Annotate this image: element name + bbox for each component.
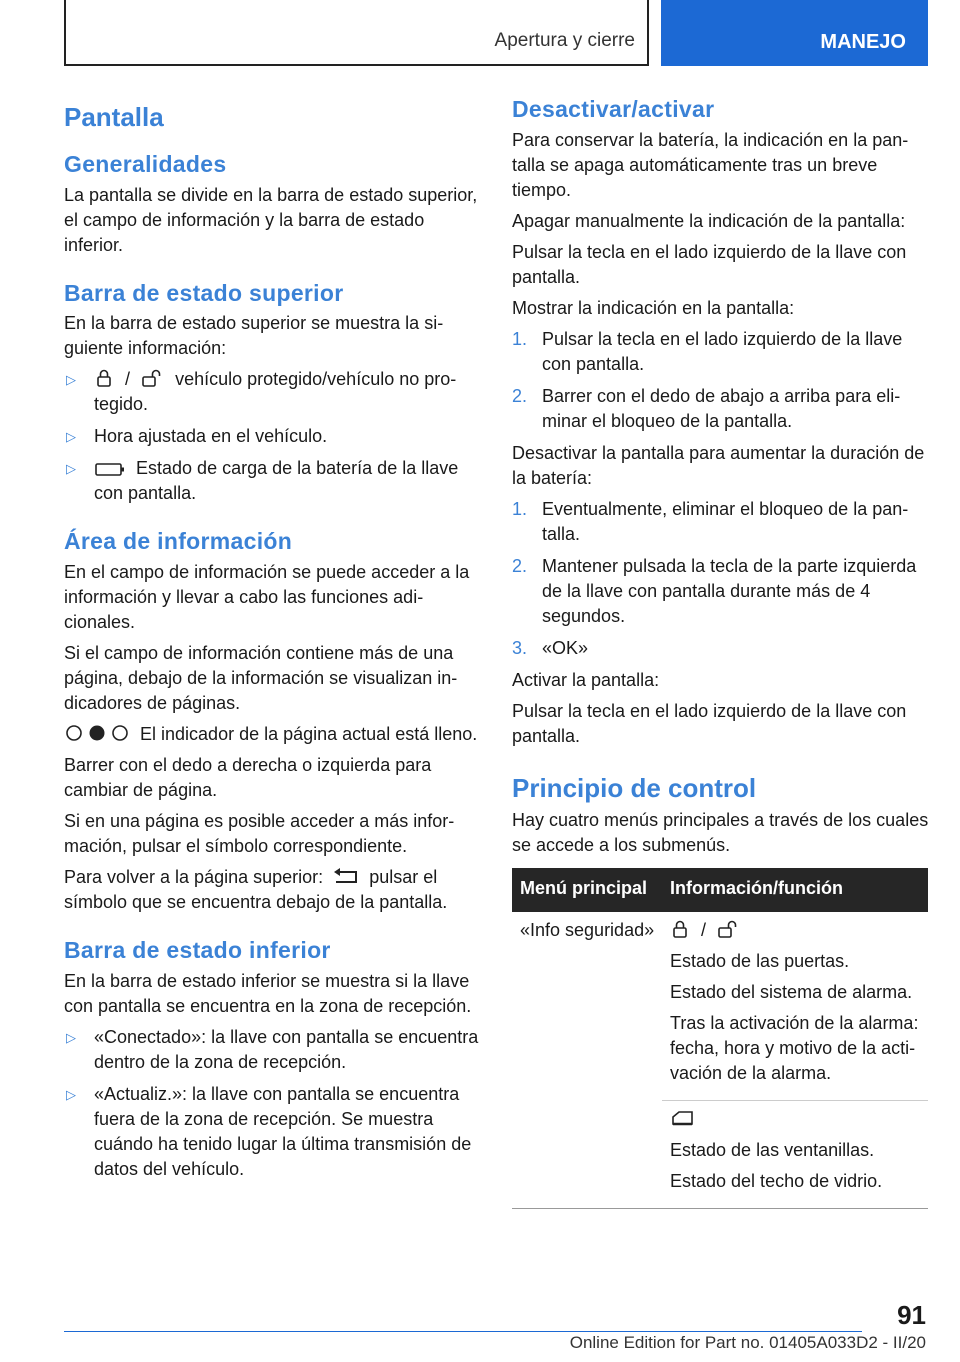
section-title: Apertura y cierre	[494, 30, 635, 51]
paragraph: Si en una página es posible acceder a más información, pulsar el símbolo correspondiente.	[64, 810, 455, 856]
paragraph: Mostrar la indicación en la pantalla:	[512, 297, 795, 318]
icon-separator: /	[701, 919, 707, 940]
page-header	[64, 0, 928, 66]
table-cell-info: / Estado de las puertas. Estado del sistema de alarma. Tras la activación de la alarma: fecha, hora y motivo de la activación de la alarma.	[670, 919, 919, 1083]
numbered-list	[512, 327, 930, 434]
footer-edition: Online Edition for Part no. 01405A033D2 - II/20	[569, 1333, 926, 1352]
table-cell-info: Estado de las ventanillas. Estado del techo de vidrio.	[662, 1100, 928, 1208]
heading-barra-superior: Barra de estado superior	[64, 279, 344, 306]
lock-closed-icon	[670, 919, 690, 939]
paragraph: El indicador de la página actual está lleno.	[64, 722, 482, 747]
right-column	[512, 96, 930, 1209]
paragraph: Para volver a la página superior: pulsar el símbolo que se encuentra debajo de la pantalla.	[64, 866, 448, 912]
table-header-row	[512, 868, 928, 912]
list-item: ▷ «Actualiz.»: la llave con pantalla se encuentra fuera de la zona de recepción. Se muestra cuándo ha tenido lugar la última transmisión de datos del vehículo.	[64, 1082, 482, 1182]
list-item: 1. Pulsar la tecla en el lado izquierdo de la llave con pantalla.	[512, 328, 903, 374]
paragraph: Activar la pantalla:	[512, 669, 660, 690]
page-title: Pantalla	[64, 102, 164, 132]
list-item: ▷ «Conectado»: la llave con pantalla se encuentra dentro de la zona de recepción.	[64, 1025, 482, 1075]
bullet-list	[64, 1025, 482, 1182]
table-row	[512, 912, 928, 1101]
list-item: 3. «OK»	[512, 637, 589, 658]
paragraph: La pantalla se divide en la barra de estado superior, el campo de información y la barra de estado inferior.	[64, 184, 478, 255]
table-cell-menu: «Info seguridad»	[512, 912, 662, 1209]
footer-divider	[64, 1331, 862, 1332]
table-header-info: Información/función	[662, 868, 928, 912]
menu-table	[512, 868, 928, 1209]
section-header	[64, 0, 649, 66]
list-item: 2. Mantener pulsada la tecla de la parte izquierda de la llave con pantalla durante más de 4 segundos.	[512, 555, 917, 626]
chapter-tab-label: MANEJO	[820, 31, 906, 53]
paragraph: En el campo de información se puede acceder a la información y llevar a cabo las funciones adicionales.	[64, 561, 470, 632]
paragraph: Hay cuatro menús principales a través de los cuales se accede a los submenús.	[512, 809, 929, 855]
heading-principio-control: Principio de control	[512, 772, 757, 803]
heading-generalidades: Generalidades	[64, 151, 227, 178]
paragraph: Para conservar la batería, la indicación en la pantalla se apaga automáticamente tras un breve tiempo.	[512, 129, 909, 200]
paragraph: En la barra de estado inferior se muestra si la llave con pantalla se encuentra en la zona de recepción.	[64, 970, 472, 1016]
lock-open-icon	[717, 919, 741, 939]
lock-closed-icon	[94, 368, 114, 388]
paragraph: Si el campo de información contiene más de una página, debajo de la información se visualizan indicadores de páginas.	[64, 642, 458, 713]
page-indicator-icon	[64, 723, 130, 743]
list-item: 2. Barrer con el dedo de abajo a arriba para eliminar el bloqueo de la pantalla.	[512, 385, 901, 431]
lock-open-icon	[141, 368, 165, 388]
paragraph: Pulsar la tecla en el lado izquierdo de la llave con pantalla.	[512, 700, 907, 746]
icon-separator: /	[125, 369, 131, 390]
paragraph: En la barra de estado superior se muestra la siguiente información:	[64, 313, 444, 359]
left-column	[64, 96, 482, 1189]
window-icon	[670, 1108, 696, 1128]
heading-barra-inferior: Barra de estado inferior	[64, 936, 331, 963]
list-item: ▷ Hora ajustada en el vehículo.	[64, 424, 482, 449]
list-item: 1. Eventualmente, eliminar el bloqueo de la pantalla.	[512, 498, 909, 544]
list-item: ▷ / vehículo protegido/vehículo no protegido.	[64, 367, 482, 417]
battery-icon	[94, 461, 126, 477]
numbered-list	[512, 497, 930, 661]
paragraph: Barrer con el dedo a derecha o izquierda para cambiar de página.	[64, 754, 432, 800]
heading-desactivar-activar: Desactivar/activar	[512, 96, 715, 122]
heading-area-informacion: Área de información	[64, 528, 293, 555]
chapter-tab[interactable]	[661, 0, 928, 66]
back-arrow-icon	[328, 868, 364, 886]
paragraph: Pulsar la tecla en el lado izquierdo de la llave con pantalla.	[512, 241, 907, 287]
list-item: ▷ Estado de carga de la batería de la llave con pantalla.	[64, 456, 482, 506]
bullet-list	[64, 367, 482, 506]
table-header-menu: Menú principal	[512, 868, 662, 912]
paragraph: Desactivar la pantalla para aumentar la duración de la batería:	[512, 442, 925, 488]
paragraph: Apagar manualmente la indicación de la pantalla:	[512, 210, 906, 231]
page-number: 91	[897, 1300, 926, 1330]
